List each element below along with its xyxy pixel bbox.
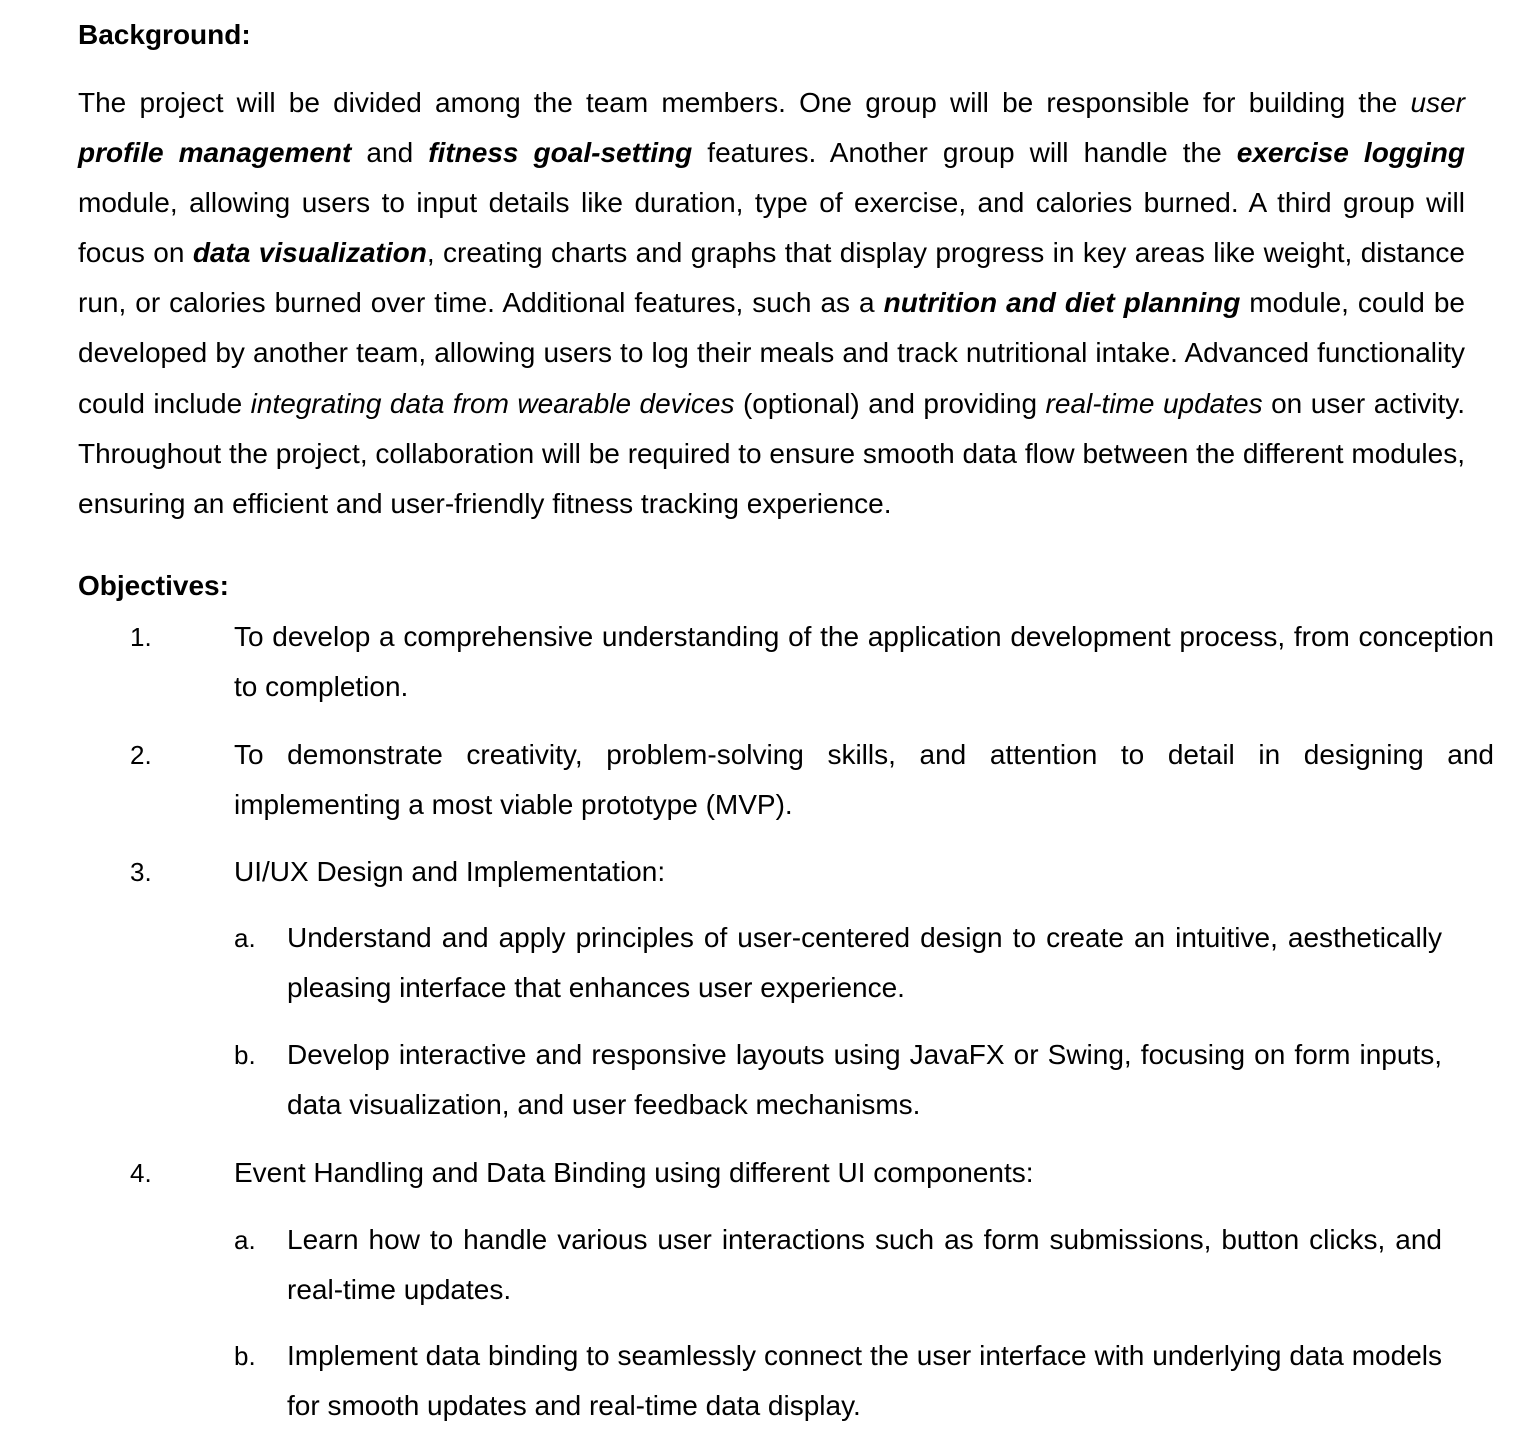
- background-paragraph: [78, 78, 1465, 529]
- subitem-letter: b.: [234, 1341, 256, 1371]
- background-heading: Background:: [78, 19, 251, 50]
- background-text-segment: fitness goal-setting: [428, 137, 693, 169]
- objective-number: 3.: [130, 857, 152, 887]
- background-text-segment: profile management: [78, 137, 352, 169]
- background-text-segment: data visualization: [192, 237, 427, 269]
- background-text-segment: integrating data from wearable devices: [250, 387, 735, 419]
- subitem-letter: a.: [234, 1225, 256, 1255]
- background-text-segment: module, allowing users to input details like duration, type of exercise, and calories burned. A third group will focus on: [78, 187, 1465, 269]
- subitem-text: Understand and apply principles of user-centered design to create an intuitive, aesthetically pleasing interface that enhances user experience.: [287, 922, 1442, 1003]
- objective-text: To demonstrate creativity, problem-solving skills, and attention to detail in designing and implementing a most viable prototype (MVP).: [234, 739, 1494, 820]
- background-text-segment: The project will be divided among the team members. One group will be responsible for building the: [78, 87, 1411, 118]
- background-text-segment: user: [1410, 87, 1465, 118]
- background-text-segment: module, could be developed by another team, allowing users to log their meals and track nutritional intake. Advanced functionality could include: [78, 287, 1465, 419]
- subitem-letter: b.: [234, 1040, 256, 1070]
- background-text-segment: and: [351, 137, 429, 169]
- background-text-segment: features. Another group will handle the: [692, 137, 1237, 169]
- background-text-segment: (optional) and providing: [734, 387, 1046, 419]
- objective-number: 2.: [130, 740, 152, 770]
- background-text-segment: real-time updates: [1045, 387, 1263, 419]
- objectives-heading: Objectives:: [78, 570, 229, 601]
- background-text-segment: on user activity. Throughout the project, collaboration will be required to ensure smooth data flow between the different modules, ensuring an efficient and user-friendly fitness tracking experience.: [78, 387, 1465, 519]
- subitem-text: Develop interactive and responsive layouts using JavaFX or Swing, focusing on form inputs, data visualization, and user feedback mechanisms.: [287, 1039, 1442, 1120]
- objective-number: 1.: [130, 622, 152, 652]
- subitem-letter: a.: [234, 923, 256, 953]
- objective-text: Event Handling and Data Binding using different UI components:: [234, 1157, 1034, 1188]
- subitem-text: Learn how to handle various user interactions such as form submissions, button clicks, and real-time updates.: [287, 1224, 1442, 1305]
- background-text-segment: exercise logging: [1236, 137, 1466, 169]
- objective-text: To develop a comprehensive understanding of the application development process, from conception to completion.: [234, 621, 1494, 702]
- subitem-text: Implement data binding to seamlessly connect the user interface with underlying data models for smooth updates and real-time data display.: [287, 1340, 1442, 1421]
- background-text-segment: , creating charts and graphs that display progress in key areas like weight, distance run, or calories burned over time. Additional features, such as a: [78, 237, 1465, 319]
- objective-text: UI/UX Design and Implementation:: [234, 856, 666, 887]
- objective-number: 4.: [130, 1158, 152, 1188]
- background-text-segment: nutrition and diet planning: [883, 287, 1241, 319]
